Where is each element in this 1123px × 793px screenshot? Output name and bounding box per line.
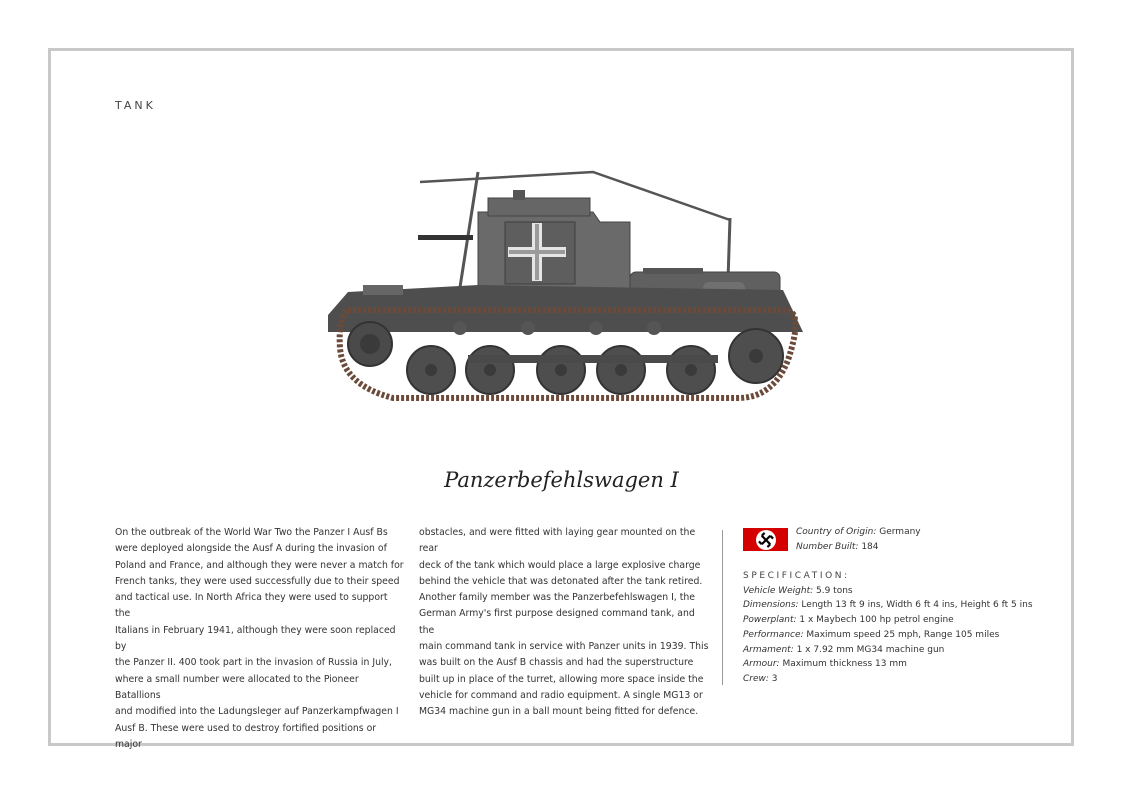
spec-performance-value: Maximum speed 25 mph, Range 105 miles: [803, 629, 1000, 640]
spec-performance-label: Performance:: [743, 629, 804, 640]
description-line: and modified into the Ladungsleger auf Panzerkampfwagen I: [115, 706, 399, 718]
spec-dimensions-label: Dimensions:: [743, 600, 799, 611]
description-line: Ausf B. These were used to destroy fortified positions or major: [115, 722, 377, 750]
description-line: built up in place of the turret, allowing more space inside the: [419, 673, 704, 685]
country-label: Country of Origin:: [796, 527, 877, 537]
origin-info: [796, 525, 921, 555]
description-line: the Panzer II. 400 took part in the invasion of Russia in July,: [115, 657, 392, 669]
number-built-value: 184: [858, 542, 879, 552]
description-line: obstacles, and were fitted with laying gear mounted on the rear: [419, 527, 696, 555]
spec-powerplant-value: 1 x Maybech 100 hp petrol engine: [796, 615, 954, 626]
spec-armour-label: Armour:: [743, 659, 780, 670]
vehicle-title: Panzerbefehlswagen I: [444, 468, 679, 492]
description-line: Italians in February 1941, although they were soon replaced by: [115, 624, 396, 653]
number-built-label: Number Built:: [796, 542, 859, 552]
description-line: French tanks, they were used successfully due to their speed: [115, 575, 400, 587]
description-line: German Army's first purpose designed command tank, and the: [419, 608, 695, 636]
spec-dimensions-value: Length 13 ft 9 ins, Width 6 ft 4 ins, Height 6 ft 5 ins: [798, 600, 1033, 611]
spec-weight-label: Vehicle Weight:: [743, 585, 814, 596]
spec-armour-value: Maximum thickness 13 mm: [779, 659, 907, 670]
description-line: Poland and France, and although they were never a match for: [115, 559, 404, 571]
description-line: Another family member was the Panzerbefehlswagen I, the: [419, 592, 695, 604]
spec-powerplant-label: Powerplant:: [743, 615, 797, 626]
specification-block: [743, 569, 1033, 687]
description-column-1: [115, 525, 405, 753]
spec-weight-value: 5.9 tons: [813, 585, 853, 596]
description-line: and tactical use. In North Africa they were used to support the: [115, 592, 388, 620]
origin-flag-icon: [743, 528, 788, 551]
description-line: where a small number were allocated to the Pioneer Batallions: [115, 673, 359, 701]
tank-illustration: [318, 160, 808, 410]
description-line: was built on the Ausf B chassis and had the superstructure: [419, 657, 694, 669]
spec-crew-value: 3: [768, 673, 778, 684]
spec-armament-label: Armament:: [743, 644, 794, 655]
spec-heading: SPECIFICATION:: [743, 571, 850, 581]
category-label: TANK: [115, 99, 156, 112]
machine-gun: [418, 235, 473, 240]
column-divider: [722, 530, 723, 685]
description-line: On the outbreak of the World War Two the Panzer I Ausf Bs: [115, 527, 388, 538]
country-value: Germany: [876, 527, 921, 537]
description-line: were deployed alongside the Ausf A during the invasion of: [115, 543, 387, 555]
description-column-2: [419, 525, 711, 721]
description-line: deck of the tank which would place a large explosive charge: [419, 559, 701, 571]
description-line: MG34 machine gun in a ball mount being fitted for defence.: [419, 706, 699, 718]
description-line: main command tank in service with Panzer units in 1939. This: [419, 641, 709, 653]
description-line: behind the vehicle that was detonated after the tank retired.: [419, 575, 703, 587]
spec-crew-label: Crew:: [743, 673, 769, 684]
description-line: vehicle for command and radio equipment. A single MG13 or: [419, 689, 703, 701]
spec-armament-value: 1 x 7.92 mm MG34 machine gun: [793, 644, 945, 655]
